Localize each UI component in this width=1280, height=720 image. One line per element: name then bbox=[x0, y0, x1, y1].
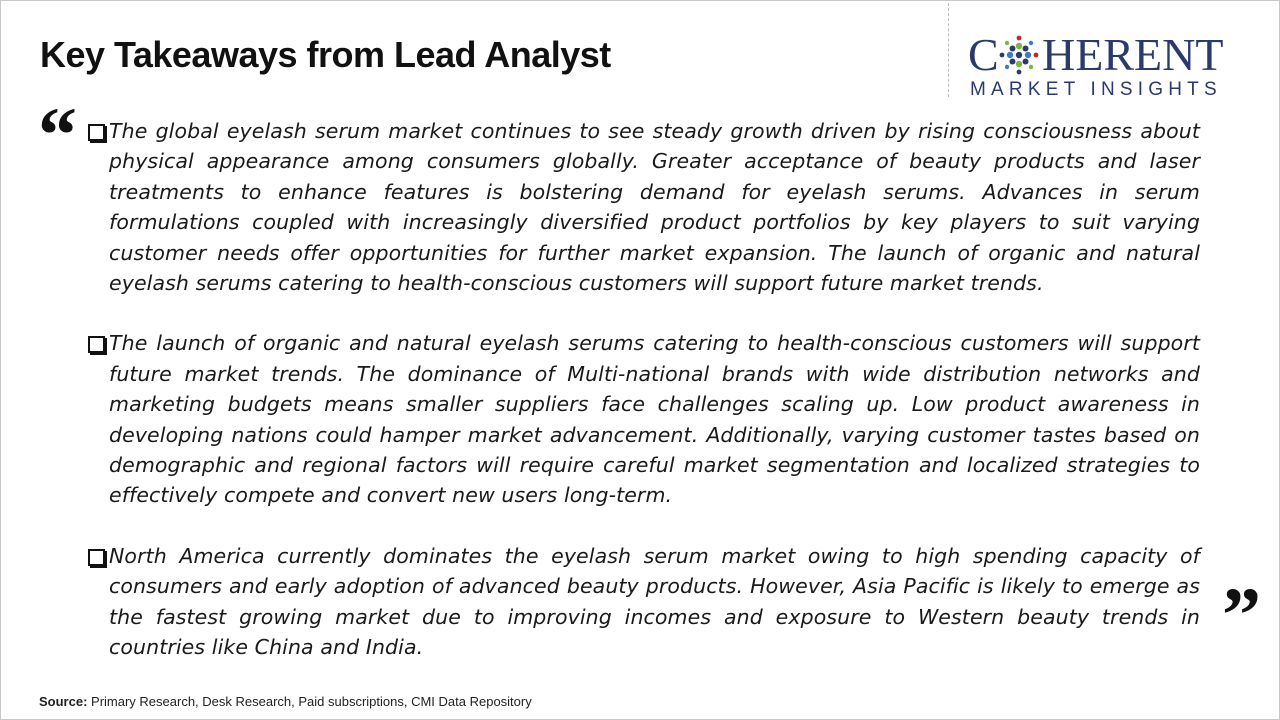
page-title: Key Takeaways from Lead Analyst bbox=[40, 34, 611, 75]
checkbox-bullet-icon bbox=[88, 336, 105, 353]
list-item bbox=[86, 541, 1200, 663]
takeaway-text: North America currently dominates the eyelash serum market owing to high spending capacity of consumers and early adoption of advanced beauty products. However, Asia Pacific is likely to emerge as the fastest growing market due to improving incomes and exposure to Western beauty trends in countries like China and India. bbox=[109, 543, 1200, 660]
checkbox-bullet-icon bbox=[88, 549, 105, 566]
logo-letter-c: C bbox=[968, 30, 999, 80]
source-note bbox=[39, 694, 532, 709]
checkbox-bullet-icon bbox=[88, 124, 105, 141]
logo-globe-icon bbox=[1000, 36, 1039, 75]
takeaway-text: The launch of organic and natural eyelash serums catering to health-conscious customers will support future market trends. The dominance of Multi-national brands with wide distribution networks and marketing budgets means smaller suppliers face challenges scaling up. Low product awareness in developing nations could hamper market advancement. Additionally, varying customer tastes based on demographic and regional factors will require careful market segmentation and localized strategies to effectively compete and convert new users long-term. bbox=[109, 331, 1200, 508]
list-item bbox=[86, 328, 1200, 510]
logo-wordmark: HERENT bbox=[1042, 30, 1224, 80]
open-quote-icon: “ bbox=[38, 91, 77, 178]
list-item bbox=[86, 116, 1200, 298]
close-quote-icon: ” bbox=[1222, 571, 1261, 658]
takeaways-list bbox=[86, 116, 1200, 693]
takeaway-text: The global eyelash serum market continues to see steady growth driven by rising consciousness about physical appearance among consumers globally. Greater acceptance of beauty products and laser treatments to enhance features is bolstering demand for eyelash serums. Advances in serum formulations coupled with increasingly diversified product portfolios by key players to suit varying customer needs offer opportunities for further market expansion. The launch of organic and natural eyelash serums catering to health-conscious customers will support future market trends. bbox=[109, 119, 1200, 296]
source-label: Source: bbox=[39, 694, 88, 709]
company-logo bbox=[966, 30, 1266, 100]
source-text: Primary Research, Desk Research, Paid subscriptions, CMI Data Repository bbox=[87, 694, 532, 709]
logo-divider bbox=[948, 3, 949, 97]
logo-tagline: MARKET INSIGHTS bbox=[970, 79, 1222, 100]
